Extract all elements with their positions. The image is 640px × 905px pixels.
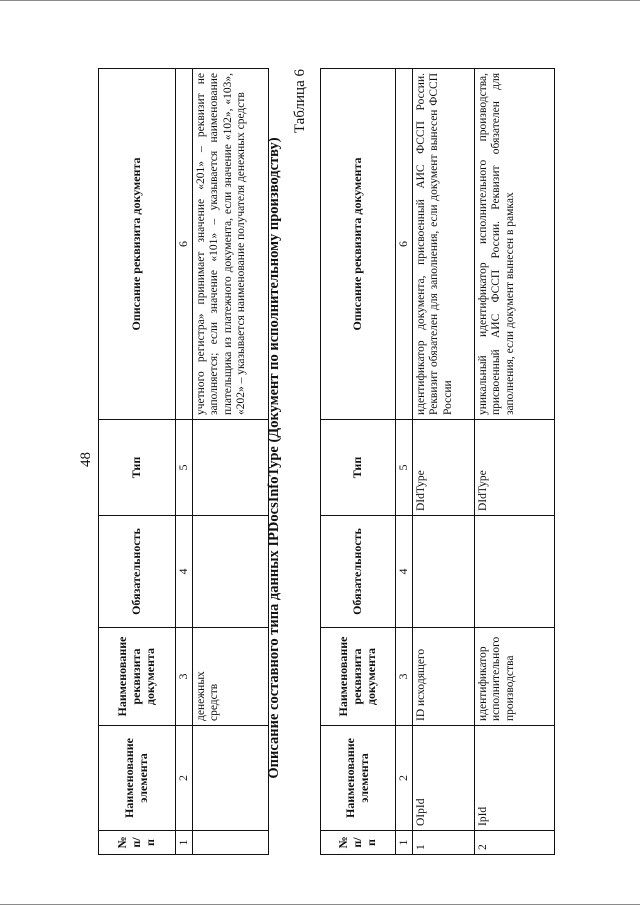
col-number: 1 [396,831,413,855]
cell-description: уникальный идентификатор исполнительного производства, присвоенный АИС ФССП России. Реквизит обязателен для заполнения, если документ вынесен в рамках [474,69,554,420]
cell-requisite: ID исходящего [412,628,474,726]
header-num: № п/п [99,831,176,855]
scan-edge-top [0,0,640,1]
header-description: Описание реквизита документа [321,69,396,420]
cell-type [192,420,268,516]
header-type: Тип [99,420,176,516]
col-number: 3 [176,628,193,726]
table-row [474,69,554,855]
cell-type: DIdType [412,420,474,516]
col-number: 4 [176,516,193,628]
header-requisite: Наименование реквизита документа [321,628,396,726]
cell-num: 1 [412,831,474,855]
col-number: 2 [396,726,413,831]
table-6 [320,68,555,855]
header-num: № п/п [321,831,396,855]
col-number: 6 [176,69,193,420]
table-row [192,69,268,855]
col-number: 5 [176,420,193,516]
cell-type: DIdType [474,420,554,516]
col-number: 4 [396,516,413,628]
cell-element [192,726,268,831]
header-element: Наименование элемента [321,726,396,831]
header-description: Описание реквизита документа [99,69,176,420]
col-number: 5 [396,420,413,516]
section-title: Описание составного типа данных IPDocsInfoType (Документ по исполнительному производству) [266,137,282,779]
cell-requisite: идентификатор исполнительного производства [474,628,554,726]
continued-table [98,68,269,855]
cell-description: идентификатор документа, присвоенный АИС ФССП России. Реквизит обязателен для заполнения, если документ вынесен ФССП России [412,69,474,420]
table-label: Таблица 6 [292,69,308,134]
header-obligation: Обязательность [321,516,396,628]
col-number: 3 [396,628,413,726]
header-type: Тип [321,420,396,516]
cell-element: OIpId [412,726,474,831]
cell-num: 2 [474,831,554,855]
header-element: Наименование элемента [99,726,176,831]
cell-obligation [192,516,268,628]
table-row [412,69,474,855]
page-number: 48 [78,452,94,467]
col-number: 6 [396,69,413,420]
cell-description: учетного регистра» принимает значение «201» – реквизит не заполняется; если значение «101» – указывается наименование плательщика из платежного документа, если значение «102», «103», «202» – указывается наименование получателя денежных средств [192,69,268,420]
col-number: 2 [176,726,193,831]
cell-requisite: денежных средств [192,628,268,726]
col-number: 1 [176,831,193,855]
cell-obligation [474,516,554,628]
header-obligation: Обязательность [99,516,176,628]
cell-obligation [412,516,474,628]
cell-num [192,831,268,855]
header-requisite: Наименование реквизита документа [99,628,176,726]
rotated-content [70,55,590,855]
cell-element: IpId [474,726,554,831]
